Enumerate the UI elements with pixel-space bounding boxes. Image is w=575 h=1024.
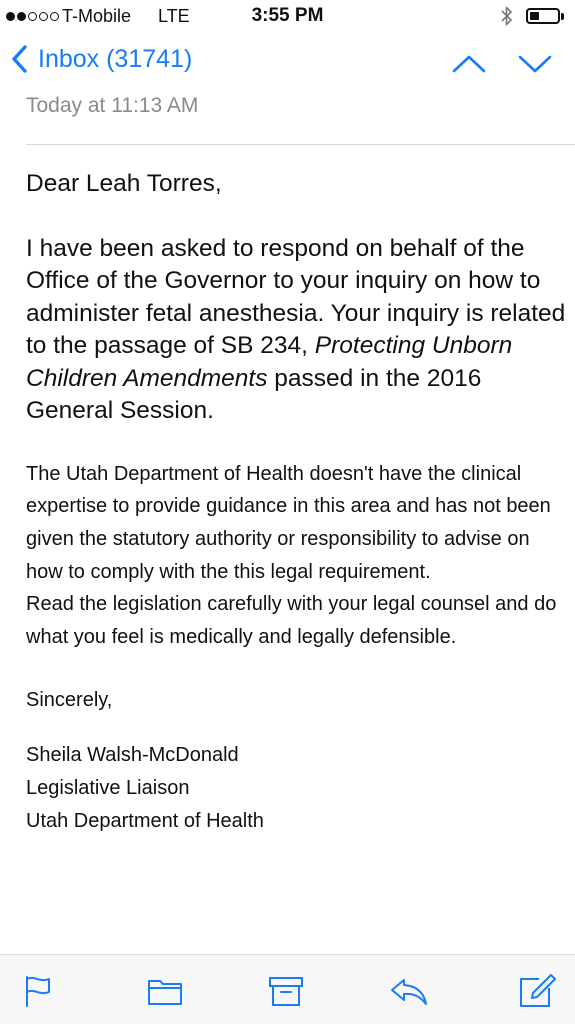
chevron-up-icon[interactable]: [451, 46, 487, 82]
paragraph-response: [26, 233, 566, 428]
back-label: Inbox (31741): [38, 44, 193, 73]
reply-icon[interactable]: [389, 973, 429, 1009]
status-bar: [0, 0, 575, 34]
message-date: Today at 11:13 AM: [26, 94, 199, 117]
signature-name: Sheila Walsh-McDonald: [26, 744, 239, 767]
battery-level-fill: [530, 12, 539, 20]
folder-icon[interactable]: [145, 973, 185, 1009]
navigation-bar: [0, 34, 575, 94]
bill-title: Protecting Unborn Children Amendments: [26, 332, 513, 392]
spacer: [26, 654, 566, 684]
message-navigation: [451, 46, 553, 82]
closing: Sincerely,: [26, 688, 113, 711]
paragraph-response-tail: passed in the 2016 General Session.: [26, 364, 482, 424]
header-divider: [26, 144, 575, 145]
signature-title: Legislative Liaison: [26, 777, 190, 800]
status-time: 3:55 PM: [251, 5, 324, 26]
paragraph-response-text: I have been asked to respond on behalf of the Office of the Governor to your inquiry on how to administer fetal anesthesia. Your inquiry is related to the passage of SB 234,: [26, 234, 566, 359]
carrier-name: T-Mobile: [62, 6, 132, 26]
battery-icon: [526, 8, 560, 24]
archive-icon[interactable]: [266, 973, 306, 1009]
bluetooth-icon: [500, 5, 514, 32]
network-type: LTE: [158, 6, 190, 26]
back-to-inbox-button[interactable]: [10, 44, 192, 74]
signature-org: Utah Department of Health: [26, 809, 264, 832]
greeting: Dear Leah Torres,: [26, 170, 222, 197]
paragraph-department: The Utah Department of Health doesn't have the clinical expertise to provide guidance in this area and has not been given the statutory authority or responsibility to advise on how to comply with the this legal requirement.: [26, 462, 551, 583]
bottom-toolbar: [0, 954, 575, 1024]
battery-cap: [561, 13, 564, 20]
compose-icon[interactable]: [517, 973, 557, 1009]
message-body: [26, 168, 566, 838]
spacer: [26, 716, 566, 739]
chevron-down-icon[interactable]: [517, 46, 553, 82]
paragraph-advice: Read the legislation carefully with your legal counsel and do what you feel is medically and legally defensible.: [26, 593, 557, 649]
chevron-left-icon: [10, 44, 28, 74]
flag-icon[interactable]: [18, 973, 58, 1009]
